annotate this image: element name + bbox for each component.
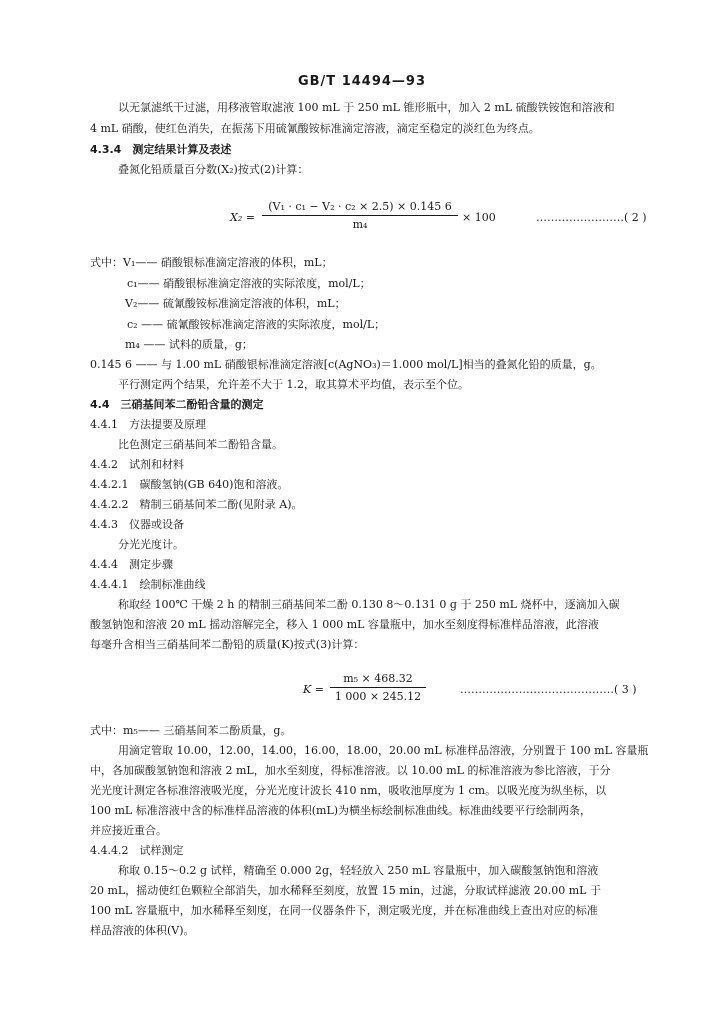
paragraph-line: 100 mL 容量瓶中，加水稀释至刻度，在同一仪器条件下，测定吸光度，并在标准曲线上查出对应的标准 [90,904,598,917]
where-clause-line: m₄ —— 试料的质量，g； [125,338,253,351]
section-heading-4-4: 4.4 三硝基间苯二酚铅含量的测定 [90,398,264,411]
section-heading-4-4-2-2: 4.4.2.2 精制三硝基间苯二酚(见附录 A)。 [90,498,303,511]
section-heading-4-4-4-1: 4.4.4.1 绘制标准曲线 [90,578,206,591]
standard-number-header: GB/T 14494—93 [297,74,427,89]
paragraph-line: 比色测定三硝基间苯二酚铅含量。 [118,438,283,451]
section-heading-4-3-4: 4.3.4 测定结果计算及表述 [90,143,232,156]
formula-2-fraction [262,200,458,231]
section-heading-4-4-2: 4.4.2 试剂和材料 [90,458,184,471]
paragraph-line: 100 mL 标准溶液中含的标准样品溶液的体积(mL)为横坐标绘制标准曲线。标准曲线要平行绘制两条， [90,804,592,817]
paragraph-line: 叠氮化铅质量百分数(X₂)按式(2)计算： [118,163,309,176]
paragraph-line: 平行测定两个结果，允许差不大于 1.2，取其算术平均值，表示至个位。 [118,378,469,391]
formula-2-lhs: X₂ = [230,211,255,224]
where-clause-line: 式中：V₁—— 硝酸银标准滴定溶液的体积，mL； [90,256,333,269]
paragraph-line: 分光光度计。 [118,538,184,551]
paragraph-line: 用滴定管取 10.00，12.00，14.00，16.00，18.00，20.00 mL 标准样品溶液，分别置于 100 mL 容量瓶 [118,744,649,757]
section-heading-4-4-3: 4.4.3 仪器或设备 [90,518,184,531]
paragraph-line: 以无氯滤纸干过滤，用移液管取滤液 100 mL 于 250 mL 锥形瓶中，加入 2 mL 硫酸铁铵饱和溶液和 [118,101,615,114]
formula-2-numerator: (V₁ · c₁ − V₂ · c₂ × 2.5) × 0.145 6 [268,200,452,213]
formula-3-fraction [330,672,426,703]
formula-2-denominator: m₄ [352,218,368,231]
formula-3-denominator: 1 000 × 245.12 [334,690,422,703]
where-clause-line: c₁—— 硝酸银标准滴定溶液的实际浓度，mol/L； [127,277,371,290]
paragraph-line: 样品溶液的体积(V)。 [90,924,195,937]
paragraph-line: 20 mL，摇动使红色颗粒全部消失，加水稀释至刻度，放置 15 min，过滤，分取试样滤液 20.00 mL 于 [90,884,601,897]
section-heading-4-4-4-2: 4.4.4.2 试样测定 [90,844,184,857]
paragraph-line: 称取经 100℃ 干燥 2 h 的精制三硝基间苯二酚 0.130 8～0.131 0 g 于 250 mL 烧杯中，逐滴加入碳 [118,598,620,611]
paragraph-line: 光光度计测定各标准溶液吸光度，分光光度计波长 410 nm，吸收池厚度为 1 cm。以吸光度为纵坐标，以 [90,784,607,797]
formula-2-multiplier: × 100 [462,211,496,224]
formula-2-number: ……………………( 2 ) [536,211,647,224]
section-heading-4-4-2-1: 4.4.2.1 碳酸氢钠(GB 640)饱和溶液。 [90,478,289,491]
formula-3-numerator: m₅ × 468.32 [343,672,413,685]
paragraph-line: 酸氢钠饱和溶液 20 mL 摇动溶解完全，移入 1 000 mL 容量瓶中，加水至刻度得标准样品溶液，此溶液 [90,618,599,631]
paragraph-line: 称取 0.15～0.2 g 试样，精确至 0.000 2g，轻轻放入 250 mL 容量瓶中，加入碳酸氢钠饱和溶液 [118,864,599,877]
paragraph-line: 并应接近重合。 [90,824,167,837]
section-heading-4-4-4: 4.4.4 测定步骤 [90,558,173,571]
where-clause-line: V₂—— 硫氰酸铵标准滴定溶液的体积，mL； [125,297,346,310]
where-clause-line: 0.145 6 —— 与 1.00 mL 硝酸银标准滴定溶液[c(AgNO₃)＝1.000 mol/L]相当的叠氮化铅的质量，g。 [90,358,602,371]
formula-3-number: ……………………………………( 3 ) [460,683,637,696]
paragraph-line: 中，各加碳酸氢钠饱和溶液 2 mL，加水至刻度，得标准溶液。以 10.00 mL 的标准溶液为参比溶液，于分 [90,764,611,777]
paragraph-line: 每毫升含相当三硝基间苯二酚铅的质量(K)按式(3)计算： [90,638,365,651]
paragraph-line: 4 mL 硝酸，使红色消失，在振荡下用硫氰酸铵标准滴定溶液，滴定至稳定的淡红色为终点。 [90,122,540,135]
where-clause-line: c₂ —— 硫氰酸铵标准滴定溶液的实际浓度，mol/L； [127,318,386,331]
section-heading-4-4-1: 4.4.1 方法提要及原理 [90,418,206,431]
formula-3-lhs: K = [303,683,324,696]
where-clause-line: 式中：m₅—— 三硝基间苯二酚质量，g。 [90,724,292,737]
